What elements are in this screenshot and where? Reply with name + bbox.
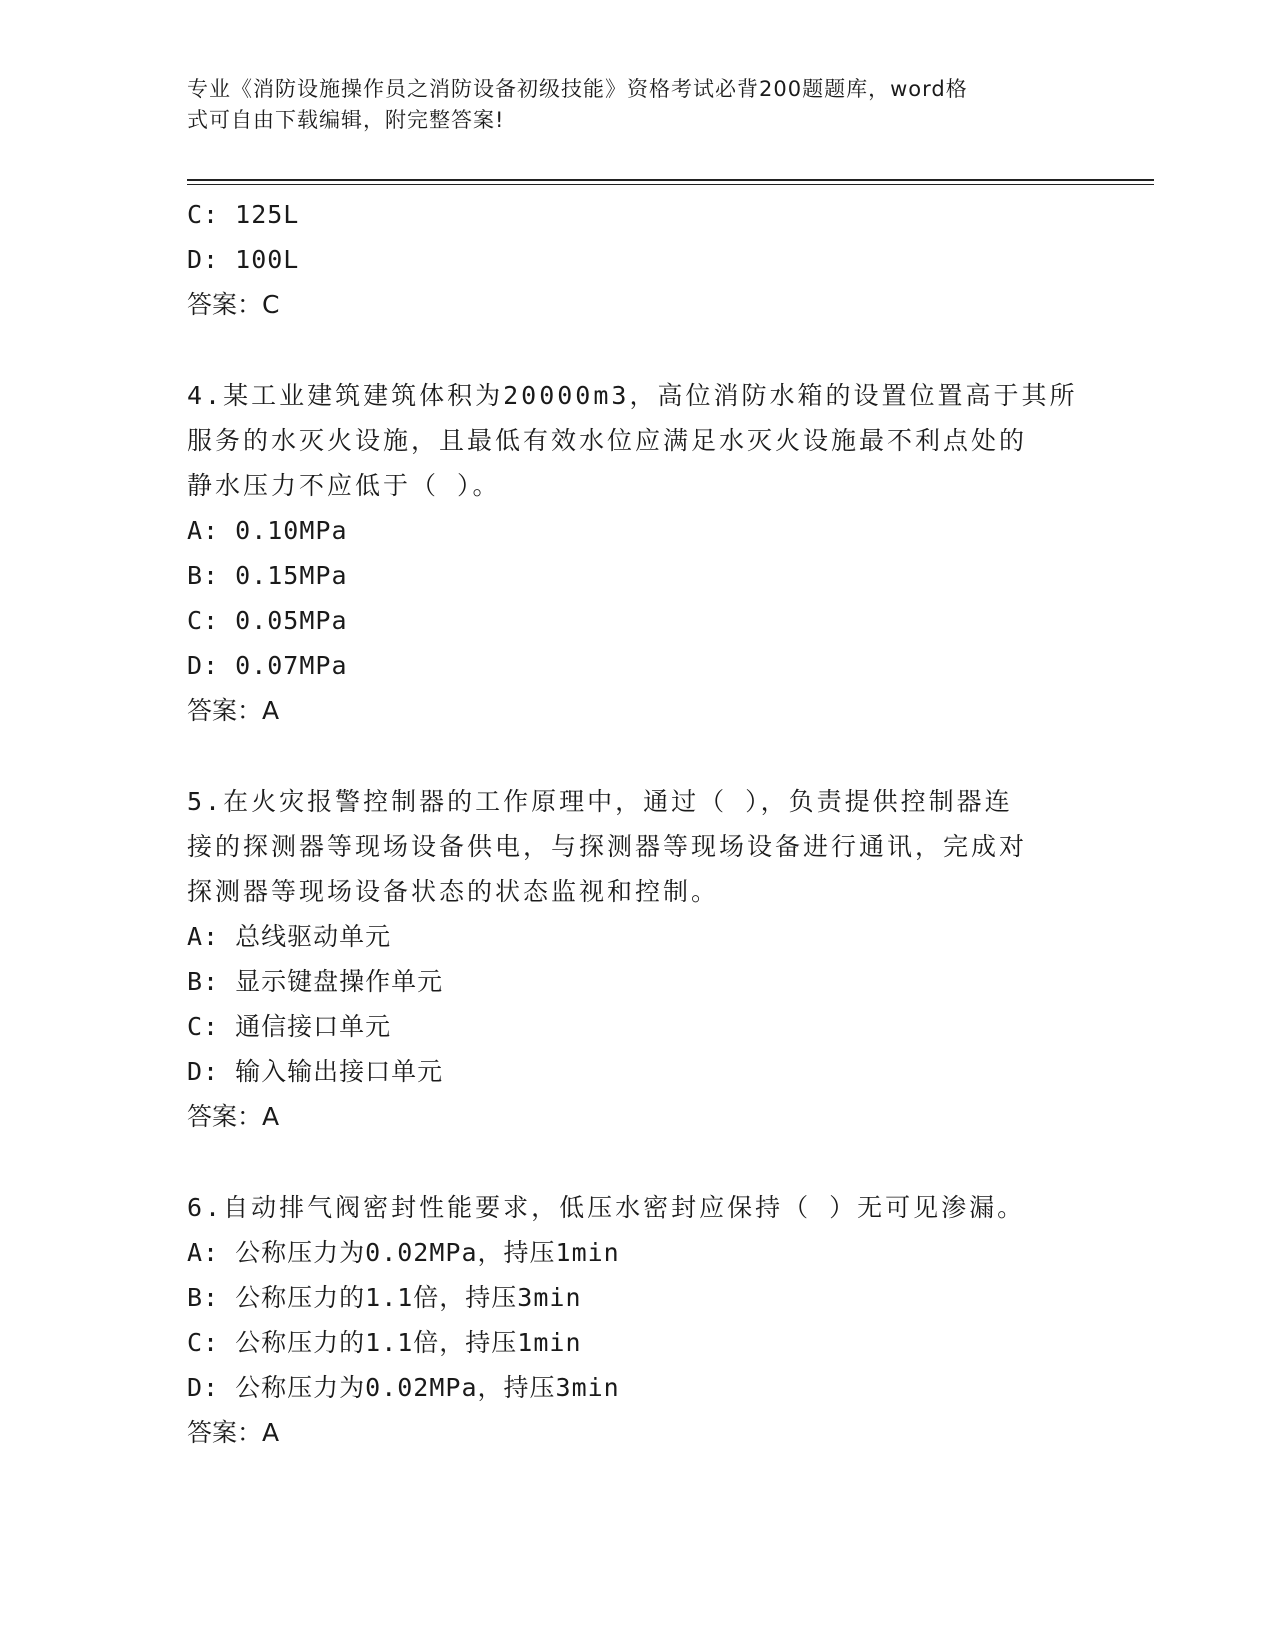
- header-divider-thin: [187, 184, 1154, 185]
- question-6-answer: 答案：A: [187, 1418, 280, 1447]
- question-4-option-b: B: 0.15MPa: [187, 561, 348, 590]
- header-line-2: 式可自由下载编辑，附完整答案!: [187, 108, 505, 132]
- question-5-line-3: 探测器等现场设备状态的状态监视和控制。: [187, 877, 720, 906]
- question-4-line-1: 4.某工业建筑建筑体积为20000m3，高位消防水箱的设置位置高于其所: [187, 381, 1078, 410]
- question-6-option-b: B: 公称压力的1.1倍，持压3min: [187, 1283, 582, 1312]
- question-5-line-2: 接的探测器等现场设备供电，与探测器等现场设备进行通讯，完成对: [187, 832, 1028, 861]
- header-line-1: 专业《消防设施操作员之消防设备初级技能》资格考试必背200题题库，word格: [187, 77, 968, 101]
- option-d-q3: D: 100L: [187, 245, 300, 274]
- option-c-q3: C: 125L: [187, 200, 300, 229]
- question-6-line-1: 6.自动排气阀密封性能要求，低压水密封应保持（ ）无可见渗漏。: [187, 1193, 1026, 1222]
- header-divider-thick: [187, 179, 1154, 181]
- document-header: [187, 74, 1067, 136]
- question-6-option-a: A: 公称压力为0.02MPa，持压1min: [187, 1238, 620, 1267]
- question-6-option-d: D: 公称压力为0.02MPa，持压3min: [187, 1373, 620, 1402]
- question-5-option-d: D: 输入输出接口单元: [187, 1057, 444, 1086]
- question-4-answer: 答案：A: [187, 696, 280, 725]
- question-4-line-3: 静水压力不应低于（ ）。: [187, 471, 501, 500]
- question-4: [187, 373, 1087, 734]
- question-4-option-d: D: 0.07MPa: [187, 651, 348, 680]
- spacer: [187, 1140, 1087, 1185]
- question-5-option-c: C: 通信接口单元: [187, 1012, 392, 1041]
- question-6: [187, 1185, 1087, 1456]
- question-4-option-a: A: 0.10MPa: [187, 516, 348, 545]
- question-5-line-1: 5.在火灾报警控制器的工作原理中，通过（ ），负责提供控制器连: [187, 787, 1013, 816]
- answer-q3: 答案：C: [187, 290, 280, 319]
- document-body: [187, 192, 1087, 1456]
- question-5: [187, 779, 1087, 1140]
- question-5-option-a: A: 总线驱动单元: [187, 922, 392, 951]
- question-4-option-c: C: 0.05MPa: [187, 606, 348, 635]
- question-5-option-b: B: 显示键盘操作单元: [187, 967, 444, 996]
- spacer: [187, 734, 1087, 779]
- question-6-option-c: C: 公称压力的1.1倍，持压1min: [187, 1328, 582, 1357]
- question-4-line-2: 服务的水灭火设施，且最低有效水位应满足水灭火设施最不利点处的: [187, 426, 1028, 455]
- spacer: [187, 328, 1087, 373]
- question-5-answer: 答案：A: [187, 1102, 280, 1131]
